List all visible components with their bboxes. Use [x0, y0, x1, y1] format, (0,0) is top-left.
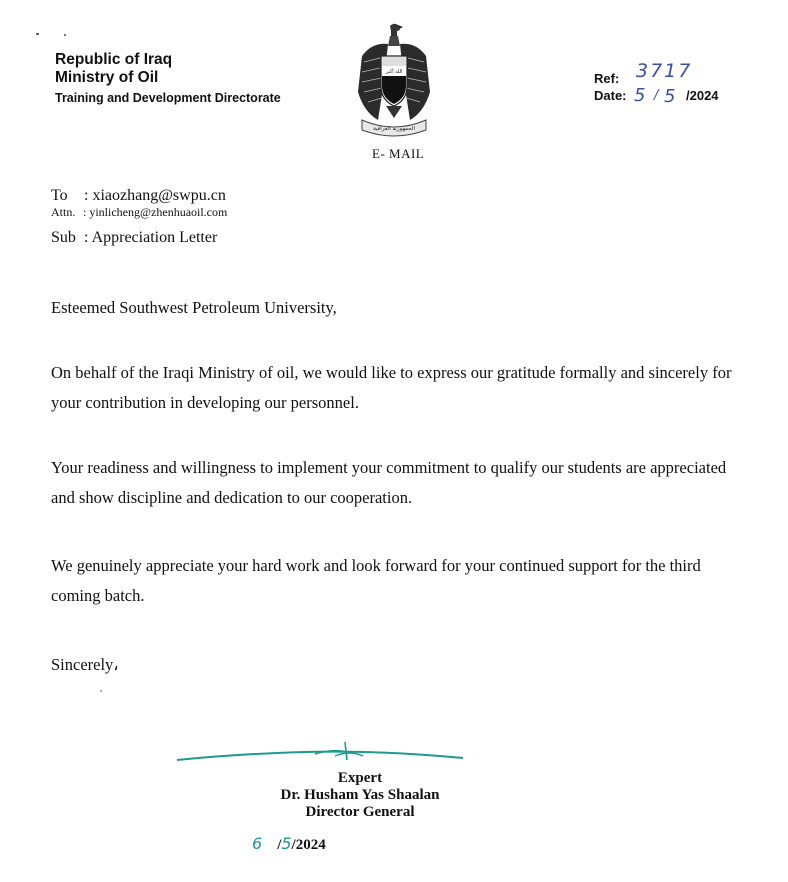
iraq-eagle-emblem-icon — [354, 22, 434, 140]
reference-row — [594, 60, 693, 87]
handwritten-signature — [175, 738, 465, 770]
date-year: /2024 — [686, 88, 719, 103]
subject-label: Sub — [51, 229, 76, 246]
signatory-title: Expert — [337, 770, 383, 786]
body-paragraph-1: On behalf of the Iraqi Ministry of oil, we would like to express our gratitude formally and sincerely for your contribution in developing our personnel. — [51, 363, 732, 412]
ref-number-handwritten: 3717 — [636, 60, 693, 82]
body-paragraph-2: Your readiness and willingness to implement your commitment to qualify our students are appreciated and show discipline and dedication to our cooperation. — [51, 458, 727, 507]
body-paragraph-3: We genuinely appreciate your hard work and look forward for your continued support for the third coming batch. — [51, 556, 701, 605]
to-value: : xiaozhang@swpu.cn — [84, 187, 226, 204]
to-row — [51, 186, 227, 205]
svg-text:الجمهورية العراقية: الجمهورية العراقية — [373, 126, 415, 132]
signatory-position: Director General — [305, 804, 415, 820]
attn-value: : yinlicheng@zhenhuaoil.com — [83, 205, 228, 219]
date-separator: / — [654, 88, 659, 103]
sig-date-separator: / — [277, 837, 282, 853]
attn-row — [51, 205, 227, 220]
document-type: E- MAIL — [372, 146, 425, 161]
subject-row — [51, 228, 227, 247]
organization-header — [55, 51, 281, 107]
scan-speck — [36, 33, 39, 35]
attn-label: Attn. — [51, 205, 76, 219]
org-ministry: Ministry of Oil — [55, 69, 159, 86]
signature-block — [200, 770, 520, 821]
to-label: To — [51, 187, 68, 204]
closing: Sincerely، — [51, 655, 119, 674]
ref-label: Ref: — [594, 71, 620, 86]
date-month-handwritten: 5 — [664, 86, 676, 107]
sig-date-month-handwritten: 5 — [281, 834, 292, 853]
svg-text:الله أكبر: الله أكبر — [385, 69, 403, 75]
signature-date — [252, 834, 326, 854]
scan-speck — [100, 690, 102, 692]
sig-date-day-handwritten: 6 — [252, 834, 263, 853]
sig-date-year: /2024 — [291, 837, 326, 853]
address-block — [51, 186, 227, 247]
date-row — [594, 85, 719, 107]
scan-speck — [64, 34, 66, 36]
date-day-handwritten: 5 — [634, 85, 646, 106]
subject-value: : Appreciation Letter — [84, 229, 218, 246]
signatory-name: Dr. Husham Yas Shaalan — [280, 787, 440, 803]
date-label: Date: — [594, 88, 627, 103]
org-directorate: Training and Development Directorate — [55, 91, 281, 105]
salutation: Esteemed Southwest Petroleum University, — [51, 298, 337, 317]
org-country: Republic of Iraq — [55, 51, 173, 68]
reference-block — [594, 60, 719, 107]
